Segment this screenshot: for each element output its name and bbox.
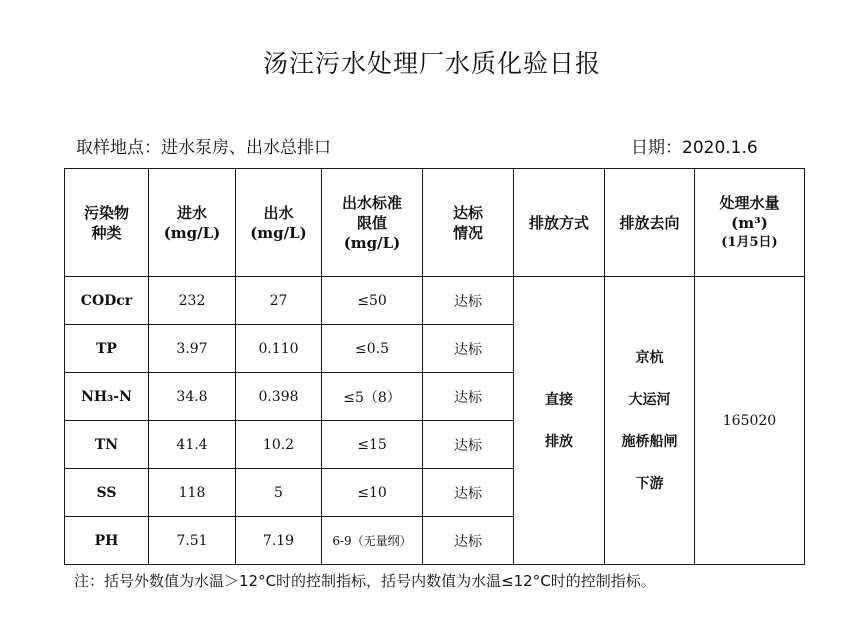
- outflow-cell: 5: [236, 469, 322, 517]
- header-inflow: [149, 169, 236, 277]
- outflow-cell: 0.110: [236, 325, 322, 373]
- header-limit-line3: (mg/L): [343, 233, 401, 252]
- header-status-line2: 情况: [452, 223, 483, 242]
- header-pollutant: [65, 169, 149, 277]
- header-status: [423, 169, 514, 277]
- inflow-cell: 3.97: [149, 325, 236, 373]
- discharge-method-line2: 排放: [545, 433, 573, 450]
- header-row: [65, 169, 805, 277]
- pollutant-cell: NH₃-N: [65, 373, 149, 421]
- header-volume-line3: (1月5日): [721, 234, 778, 250]
- header-inflow-line2: (mg/L): [163, 223, 221, 242]
- header-inflow-line1: 进水: [176, 203, 207, 222]
- outflow-cell: 0.398: [236, 373, 322, 421]
- pollutant-cell: TN: [65, 421, 149, 469]
- water-quality-table: [64, 168, 805, 565]
- discharge-direction-line2: 大运河: [628, 391, 671, 408]
- header-outflow-line2: (mg/L): [250, 223, 307, 242]
- report-title: 汤汪污水处理厂水质化验日报: [262, 49, 601, 78]
- pollutant-cell: TP: [65, 325, 149, 373]
- outflow-cell: 27: [236, 277, 322, 325]
- limit-cell: ≤5（8）: [322, 373, 423, 421]
- discharge-direction-line3: 施桥船闸: [621, 433, 678, 450]
- status-cell: 达标: [423, 277, 514, 325]
- status-cell: 达标: [423, 373, 514, 421]
- volume-cell: 165020: [695, 277, 805, 565]
- header-limit-line1: 出水标准: [341, 193, 402, 212]
- header-outflow: [236, 169, 322, 277]
- discharge-method-line1: 直接: [545, 391, 573, 408]
- header-discharge-direction: 排放去向: [605, 169, 695, 277]
- header-outflow-line1: 出水: [263, 203, 294, 222]
- header-limit-line2: 限值: [356, 213, 387, 232]
- sampling-location: 取样地点：进水泵房、出水总排口: [76, 138, 331, 158]
- limit-cell: ≤50: [322, 277, 423, 325]
- pollutant-cell: CODcr: [65, 277, 149, 325]
- header-discharge-method: 排放方式: [514, 169, 605, 277]
- header-status-line1: 达标: [452, 203, 483, 222]
- header-volume: [695, 169, 805, 277]
- status-cell: 达标: [423, 421, 514, 469]
- status-cell: 达标: [423, 469, 514, 517]
- pollutant-cell: PH: [65, 517, 149, 565]
- limit-cell: ≤0.5: [322, 325, 423, 373]
- header-pollutant-line2: 种类: [91, 223, 122, 242]
- status-cell: 达标: [423, 517, 514, 565]
- header-pollutant-line1: 污染物: [83, 203, 129, 222]
- status-cell: 达标: [423, 325, 514, 373]
- discharge-method-cell: [514, 277, 605, 565]
- inflow-cell: 118: [149, 469, 236, 517]
- header-volume-line1: 处理水量: [719, 193, 780, 212]
- discharge-direction-cell: [605, 277, 695, 565]
- discharge-direction-line1: 京杭: [635, 349, 664, 366]
- limit-cell: 6-9（无量纲）: [322, 517, 423, 565]
- limit-cell: ≤10: [322, 469, 423, 517]
- limit-cell: ≤15: [322, 421, 423, 469]
- inflow-cell: 7.51: [149, 517, 236, 565]
- footnote: 注：括号外数值为水温＞12°C时的控制指标，括号内数值为水温≤12°C时的控制指标。: [74, 572, 656, 590]
- table-row: [65, 277, 805, 325]
- header-limit: [322, 169, 423, 277]
- outflow-cell: 7.19: [236, 517, 322, 565]
- outflow-cell: 10.2: [236, 421, 322, 469]
- discharge-direction-line4: 下游: [635, 475, 664, 492]
- inflow-cell: 34.8: [149, 373, 236, 421]
- pollutant-cell: SS: [65, 469, 149, 517]
- inflow-cell: 41.4: [149, 421, 236, 469]
- header-volume-line2: (m³): [731, 213, 768, 232]
- inflow-cell: 232: [149, 277, 236, 325]
- report-date: 日期：2020.1.6: [631, 138, 758, 158]
